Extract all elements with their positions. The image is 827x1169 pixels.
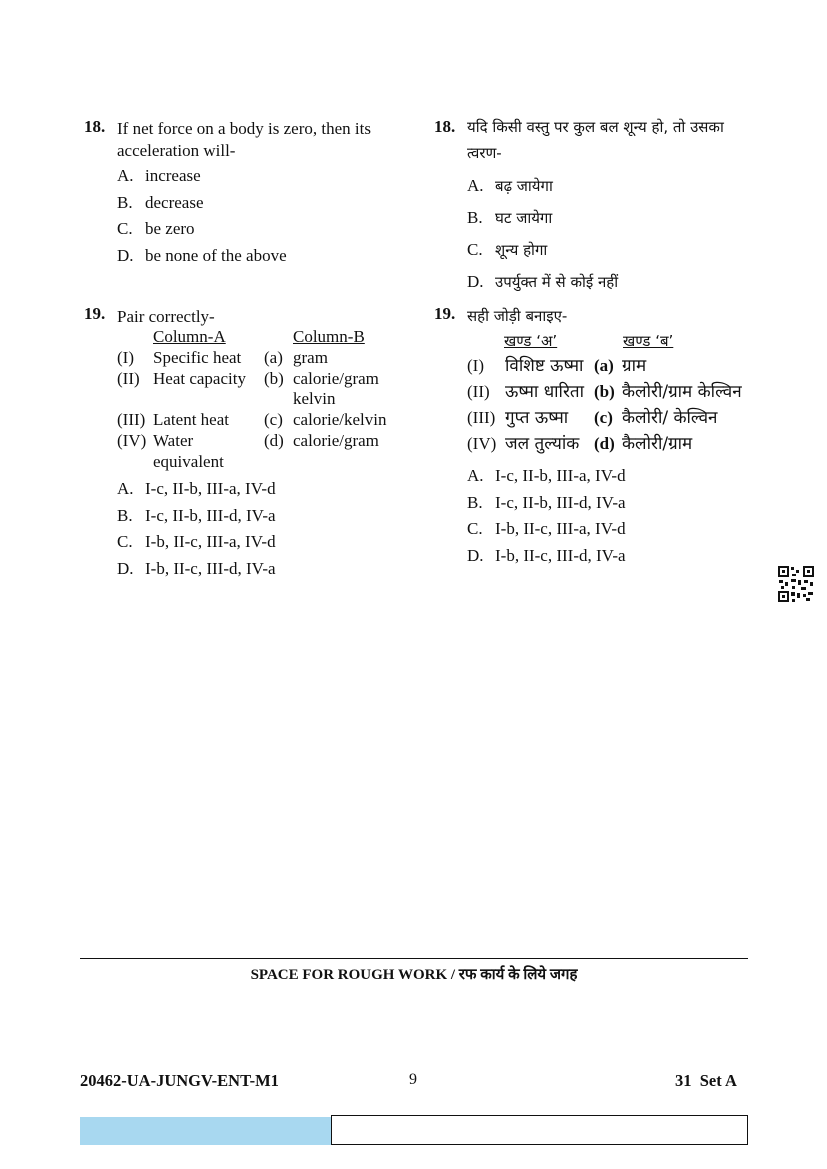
q18-en-question-line2: acceleration will- [117,141,236,160]
q18-hi-option-b[interactable]: B. घट जायेगा [467,208,553,227]
q19-hi-option-b[interactable]: B. I-c, II-b, III-d, IV-a [467,492,626,512]
q19-en-number: 19. [84,304,106,323]
footer-blue-bar [80,1117,331,1145]
rough-work-label: SPACE FOR ROUGH WORK / रफ कार्य के लिये जगह [250,967,578,983]
q19-hi-question: सही जोड़ी बनाइए- [467,307,568,325]
q19-en-column-a-header: Column-A [153,327,226,346]
q19-hi-option-c[interactable]: C. I-b, II-c, III-a, IV-d [467,519,626,538]
paper-code: 20462-UA-JUNGV-ENT-M1 [80,1071,279,1090]
q18-en-question [117,118,371,162]
q18-hi-number: 18. [434,117,456,136]
q18-en-options [117,163,287,269]
q18-en-option-a[interactable]: A. increase [117,166,201,185]
q18-en-option-c[interactable]: C. be zero [117,219,195,238]
q18-hi-option-c[interactable]: C. शून्य होगा [467,240,548,259]
qr-code-icon [777,565,815,603]
q18-hi-question-line2: त्वरण- [467,144,502,162]
q19-en-option-c[interactable]: C. I-b, II-c, III-a, IV-d [117,532,276,551]
footer-box [331,1115,748,1145]
q19-en-option-b[interactable]: B. I-c, II-b, III-d, IV-a [117,505,276,525]
q18-hi-question [467,114,724,166]
set-label: Set A [699,1071,737,1090]
q19-en-question: Pair correctly- [117,307,215,326]
q18-hi-question-line1: यदि किसी वस्तु पर कुल बल शून्य हो, तो उसका [467,118,724,136]
q18-hi-option-d[interactable]: D. उपर्युक्त में से कोई नहीं [467,272,619,291]
q19-en-options [117,476,276,582]
q19-en-column-b-header: Column-B [293,327,365,346]
q19-hi-option-d[interactable]: D. I-b, II-c, III-d, IV-a [467,545,626,565]
q18-en-option-d[interactable]: D. be none of the above [117,245,287,265]
q18-en-option-b[interactable]: B. decrease [117,192,204,212]
set-info [675,1071,737,1091]
q19-hi-options [467,463,626,569]
q19-hi-number: 19. [434,304,456,323]
set-number: 31 [675,1071,692,1090]
q19-hi-column-a-header: खण्ड ‘अ’ [504,332,558,350]
q18-en-question-line1: If net force on a body is zero, then its [117,119,371,138]
q19-hi-option-a[interactable]: A. I-c, II-b, III-a, IV-d [467,466,626,485]
q18-en-number: 18. [84,117,106,136]
q19-hi-column-b-header: खण्ड ‘ब’ [623,332,674,350]
q18-hi-option-a[interactable]: A. बढ़ जायेगा [467,176,553,195]
rough-work-divider [80,958,748,959]
q18-hi-options [467,170,618,298]
q19-en-option-d[interactable]: D. I-b, II-c, III-d, IV-a [117,558,276,578]
q19-en-option-a[interactable]: A. I-c, II-b, III-a, IV-d [117,479,276,498]
page-number: 9 [409,1071,417,1088]
